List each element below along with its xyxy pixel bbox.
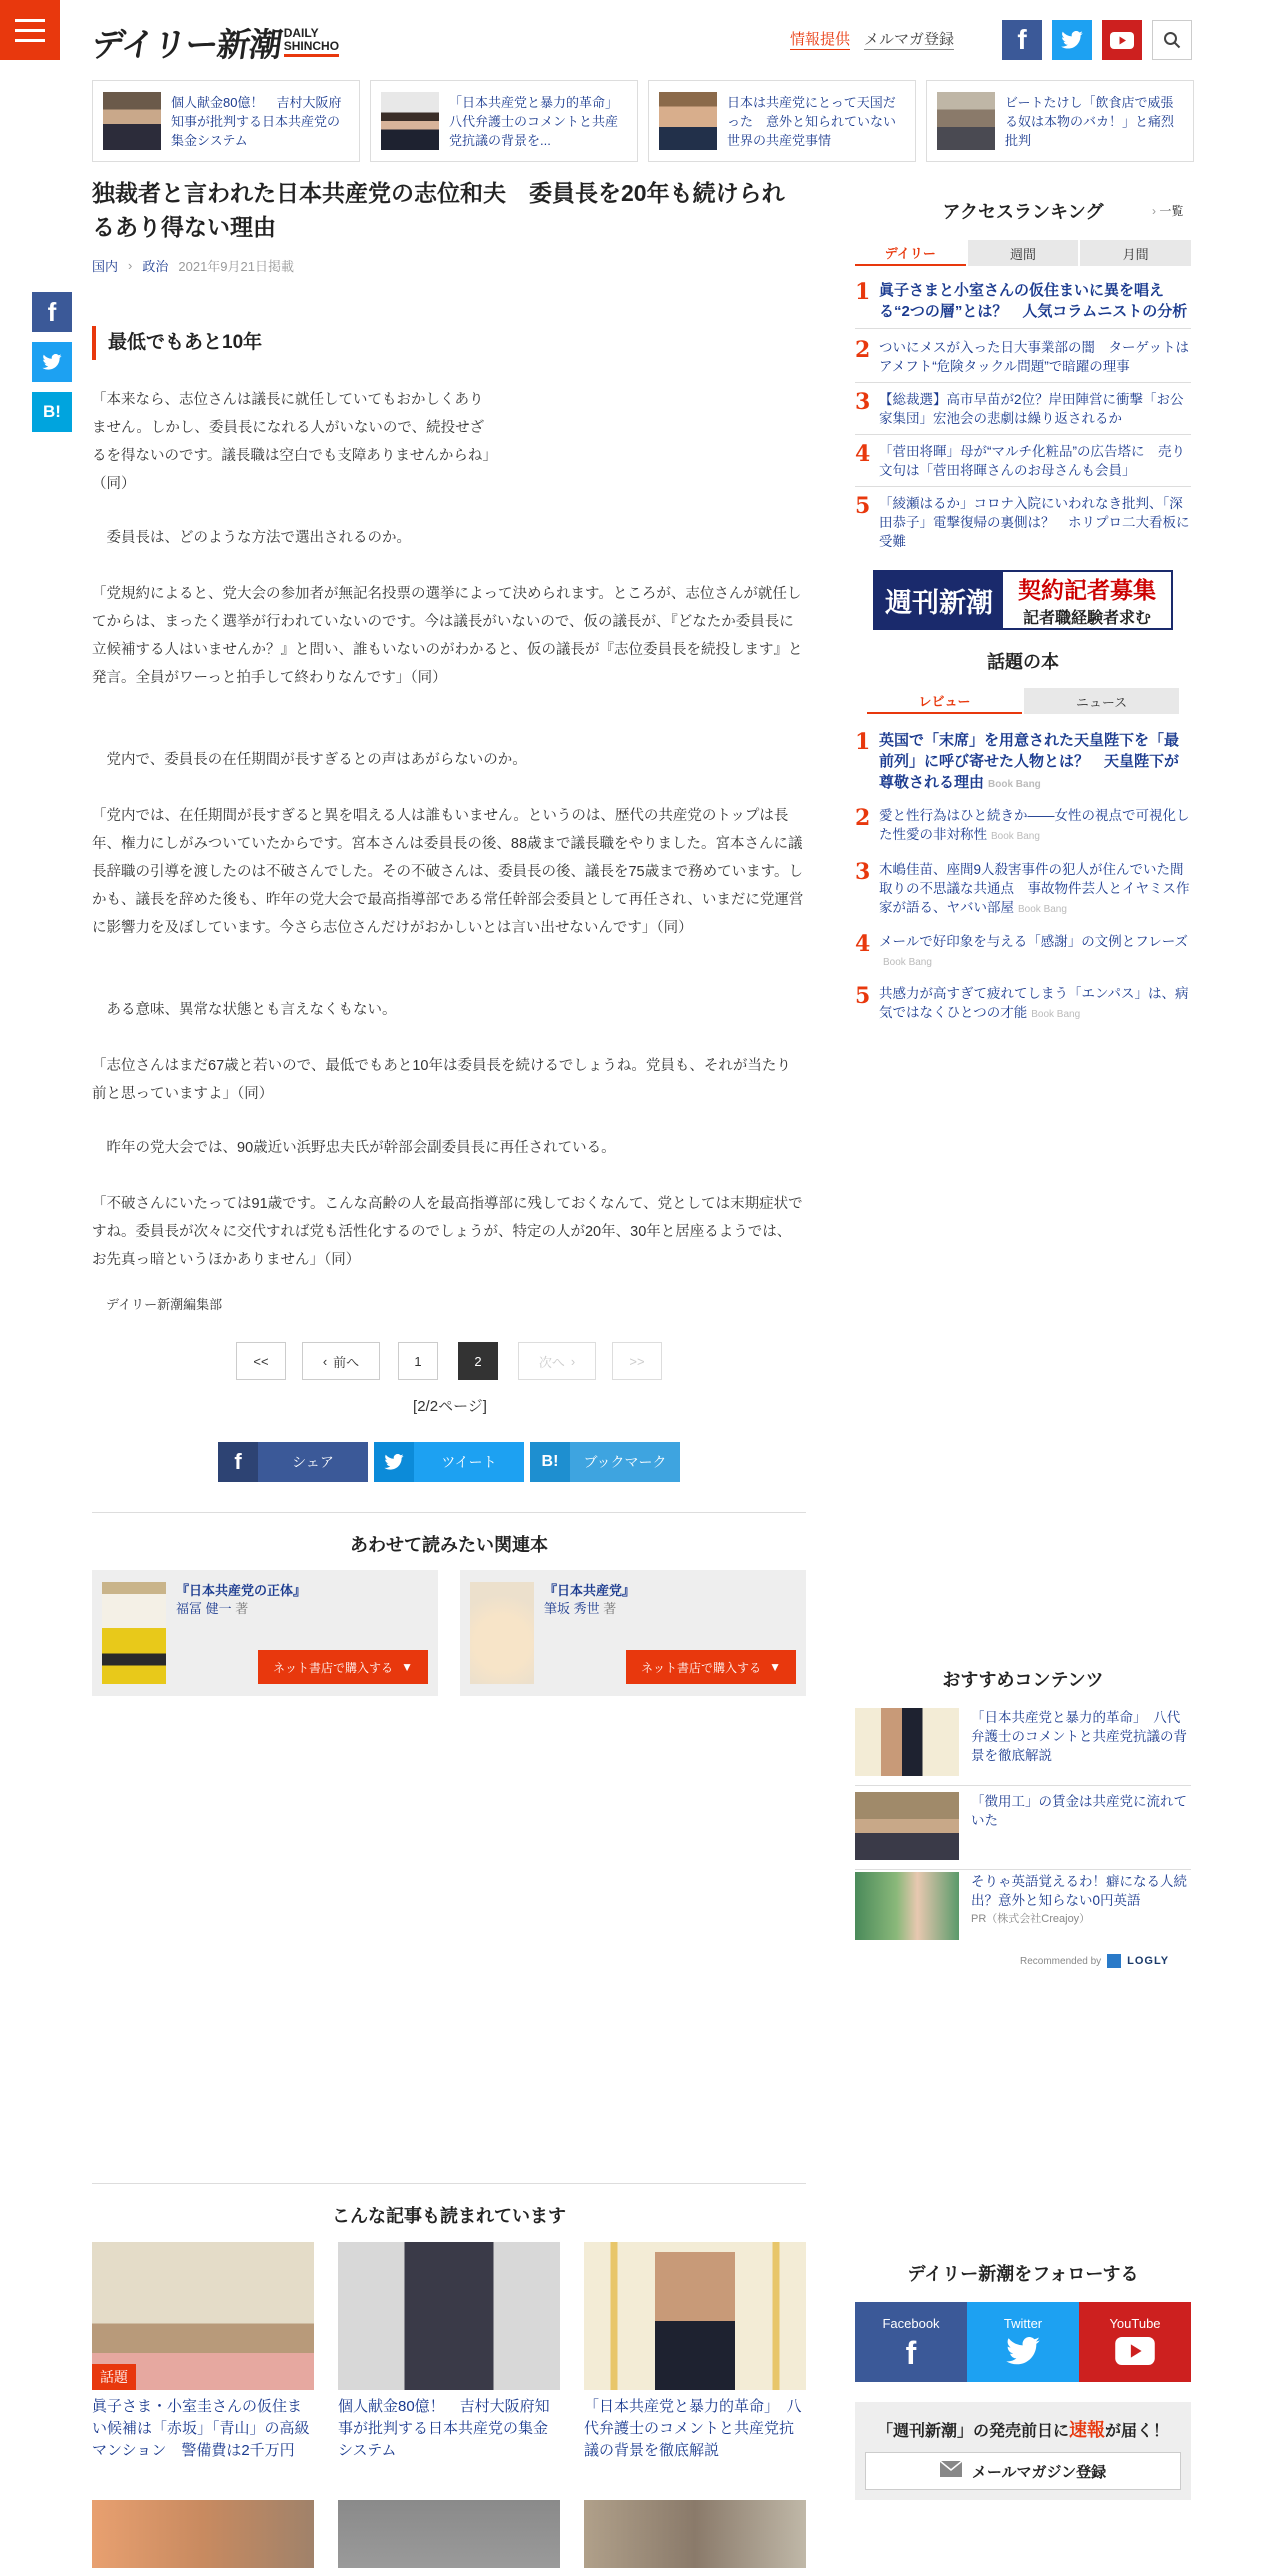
article-paragraph: ある意味、異常な状態とも言えなくもない。 (92, 1002, 397, 1018)
topic-tag: 話題 (92, 2364, 136, 2390)
related-books-title: あわせて読みたい関連本 (92, 1512, 806, 1557)
topic-book-title: メールで好印象を与える「感謝」の文例とフレーズ (879, 934, 1189, 949)
book-cover-image[interactable] (470, 1582, 534, 1684)
banner-sub: 記者職経験者求む (1022, 608, 1151, 627)
chevron-left-icon: ‹ (322, 1353, 328, 1369)
mail-text-post: が届く！ (1105, 2423, 1170, 2440)
search-icon[interactable] (1152, 20, 1192, 60)
rank-number: 5 (855, 983, 871, 1009)
chevron-right-icon: › (570, 1353, 576, 1369)
article-paragraph: 「党規約によると、党大会の参加者が無記名投票の選挙によって決められます。ところが、志位さんが就任してからは、まったく選挙が行われていないのです。今は議長がいないので、仮の議長が、『どなたか委員長に立候補する人はいませんか？』と問い、誰もいないのがわかると、仮の議長が『志位委員長を続投します』と発言。全員がワーっと拍手して終わりなんです」（同） (92, 586, 803, 686)
also-read-title-text: 個人献金80億！ 吉村大阪府知事が批判する日本共産党の集金システム (338, 2398, 550, 2459)
last-page-button[interactable]: >> (612, 1342, 662, 1380)
share-twitter-button[interactable] (374, 1442, 524, 1482)
breadcrumb (92, 256, 294, 275)
ranking-item-title: ついにメスが入った日大事業部の闇 ターゲットはアメフト“危険タックル問題”で暗躍の理事 (879, 340, 1189, 374)
article-title: 独裁者と言われた日本共産党の志位和夫 委員長を20年も続けられるあり得ない理由 (92, 180, 785, 240)
topic-book-item[interactable] (855, 984, 1191, 1030)
ranking-tabs (855, 240, 1191, 266)
tab-daily[interactable]: デイリー (855, 240, 966, 266)
also-read-card[interactable] (338, 2242, 560, 2462)
site-logo[interactable] (88, 22, 340, 64)
also-read-image[interactable] (584, 2500, 806, 2568)
breadcrumb-domestic[interactable]: 国内 (92, 259, 119, 274)
first-page-button[interactable]: << (236, 1342, 286, 1380)
caret-down-icon: ▼ (769, 1660, 781, 1674)
breadcrumb-politics[interactable]: 政治 (142, 259, 169, 274)
ranking-item-title: 「菅田将暉」母が“マルチ化粧品”の広告塔に 売り文句は「菅田将暉さんのお母さんも会員」 (879, 444, 1185, 478)
recruit-banner[interactable] (873, 570, 1173, 630)
article-paragraph: 委員長は、どのような方法で選出されるのか。 (92, 530, 411, 546)
logo-en-1: DAILY (283, 26, 319, 40)
also-read-image[interactable] (92, 2500, 314, 2568)
article-image (338, 2242, 560, 2390)
youtube-icon[interactable] (1102, 20, 1142, 60)
rank-number: 5 (855, 493, 871, 519)
book-bang-source: Book Bang (883, 957, 932, 968)
follow-facebook-button[interactable] (855, 2302, 967, 2382)
buy-label: ネット書店で購入する (273, 1660, 394, 1675)
thumbnail-image (937, 92, 995, 150)
tab-weekly[interactable]: 週間 (968, 240, 1079, 266)
book-title[interactable]: 『日本共産党の正体』 (176, 1583, 307, 1598)
ranking-item[interactable] (855, 280, 1191, 329)
recommended-image (855, 1792, 959, 1860)
book-author-suffix: 著 (235, 1601, 249, 1616)
logly-icon (1107, 1954, 1121, 1968)
publish-date: 2021年9月21日掲載 (178, 259, 294, 274)
article-paragraph: 「党内では、在任期間が長すぎると異を唱える人は誰もいません。というのは、歴代の共産党のトップは長年、権力にしがみついていたからです。宮本さんは委員長の後、88歳まで議長職をやりました。宮本さんに議長辞職の引導を渡したのは不破さんでした。その不破さんは、委員長の後、議長を75歳まで務めています。しかも、議長を辞めた後も、昨年の党大会で最高指導部である常任幹部会委員として再任され、いまだに党運営に影響力を及ぼしています。今さら志位さんだけがおかしいとは言い出せないんです」（同） (92, 808, 804, 936)
recommended-image (855, 1872, 959, 1940)
mailmag-link[interactable]: メルマガ登録 (864, 28, 954, 50)
book-bang-source: Book Bang (988, 779, 1041, 790)
next-page-button[interactable] (518, 1342, 596, 1380)
article-paragraph: 党内で、委員長の在任期間が長すぎるとの声はあがらないのか。 (92, 752, 527, 768)
thumbnail-image (381, 92, 439, 150)
article-image (584, 2242, 806, 2390)
rank-number: 3 (855, 389, 871, 415)
thumbnail-image (103, 92, 161, 150)
recommended-item-title: そりゃ英語覚えるわ！癖になる人続出？意外と知らない0円英語 (971, 1874, 1187, 1908)
prev-label: 前へ (333, 1354, 360, 1370)
ranking-item-title: 【総裁選】高市早苗が2位？岸田陣営に衝撃「お公家集団」宏池会の悲劇は繰り返されるか (879, 392, 1184, 426)
book-bang-source: Book Bang (991, 831, 1040, 842)
facebook-icon: f (218, 1442, 258, 1482)
also-read-card[interactable] (584, 2242, 806, 2462)
topic-book-title: 愛と性行為はひと続きか――女性の視点で可視化した性愛の非対称性 (879, 808, 1190, 842)
follow-twitter-button[interactable] (967, 2302, 1079, 2382)
recommended-by[interactable] (1020, 1954, 1169, 1968)
topic-books-tabs (867, 688, 1179, 714)
top-related-title: 「日本共産党と暴力的革命」 八代弁護士のコメントと共産党抗議の背景を... (449, 94, 625, 148)
topic-book-item[interactable] (855, 806, 1191, 852)
ranking-title: アクセスランキング (942, 202, 1104, 222)
recommended-item-title: 「徴用工」の賃金は共産党に流れていた (971, 1794, 1187, 1828)
side-hatena-icon[interactable]: B! (32, 392, 72, 432)
topic-book-item[interactable] (855, 932, 1191, 978)
twitter-icon[interactable] (1052, 20, 1092, 60)
topic-book-item[interactable] (855, 860, 1191, 925)
top-related-card[interactable] (926, 80, 1194, 162)
also-read-title-text: 「日本共産党と暴力的革命」 八代弁護士のコメントと共産党抗議の背景を徹底解説 (584, 2398, 802, 2459)
recommended-item[interactable] (855, 1708, 1191, 1786)
next-label: 次へ (538, 1354, 565, 1370)
recommended-item[interactable] (855, 1792, 1191, 1870)
rank-number: 4 (855, 931, 871, 957)
logly-brand: LOGLY (1127, 1955, 1170, 1967)
article-paragraph: 「本来なら、志位さんは議長に就任していてもおかしくありません。しかし、委員長になれる人がいないので、続投せざるを得ないのです。議長職は空白でも支障ありませんからね」（同） (92, 392, 490, 492)
page-count: [2/2ページ] (413, 1398, 487, 1415)
mail-signup-text (855, 2416, 1191, 2442)
mail-signup-button[interactable] (865, 2452, 1181, 2490)
book-author-suffix: 著 (603, 1601, 617, 1616)
top-related-title: 個人献金80億！ 吉村大阪府知事が批判する日本共産党の集金システム (171, 94, 342, 148)
facebook-icon: f (905, 2334, 917, 2371)
ranking-more-link[interactable] (1152, 202, 1183, 219)
header-links (790, 28, 954, 50)
article-paragraph: 「志位さんはまだ67歳と若いので、最低でもあと10年は委員長を続けるでしょうね。党員も、それが当たり前と思っていますよ」（同） (92, 1058, 791, 1102)
book-author-name: 福冨 健一 (176, 1601, 232, 1616)
side-facebook-icon[interactable]: f (32, 292, 72, 332)
pr-label: PR（株式会社Creajoy） (971, 1913, 1091, 1925)
also-read-card[interactable] (92, 2242, 314, 2462)
buy-button[interactable] (258, 1650, 428, 1684)
rank-number: 1 (855, 729, 871, 755)
share-hatena-button[interactable] (530, 1442, 680, 1482)
thumbnail-image (659, 92, 717, 150)
book-author (544, 1598, 616, 1617)
mail-text-red: 速報 (1069, 2420, 1105, 2440)
share-facebook-button[interactable] (218, 1442, 368, 1482)
menu-button[interactable] (0, 0, 60, 60)
tab-monthly[interactable]: 月間 (1080, 240, 1191, 266)
caret-down-icon: ▼ (401, 1660, 413, 1674)
twitter-icon (1006, 2337, 1040, 2368)
also-read-image[interactable] (338, 2500, 560, 2568)
rank-number: 2 (855, 805, 871, 831)
topic-book-title: 英国で「末席」を用意された天皇陛下を「最前列」に呼び寄せた人物とは？ 天皇陛下が尊敬される理由 (879, 732, 1180, 791)
rank-number: 2 (855, 337, 871, 363)
twitter-icon (374, 1442, 414, 1482)
follow-youtube-label: YouTube (1109, 2316, 1161, 2331)
chevron-right-icon: › (1152, 204, 1160, 218)
book-author-name: 筆坂 秀世 (544, 1601, 600, 1616)
article-image (92, 2242, 314, 2390)
recommended-image (855, 1708, 959, 1776)
ranking-item-title: 眞子さまと小室さんの仮住まいに異を唱える“2つの層”とは？ 人気コラムニストの分析 (879, 282, 1188, 320)
ranking-item[interactable] (855, 390, 1191, 435)
top-related-title: 日本は共産党にとって天国だった 意外と知られていない世界の共産党事情 (727, 94, 897, 148)
ranking-item[interactable] (855, 442, 1191, 487)
top-related-card[interactable] (648, 80, 916, 162)
recommended-by-label: Recommended by (1020, 1955, 1102, 1967)
article-paragraph: 「不破さんにいたっては91歳です。こんな高齢の人を最高指導部に残しておくなんて、党としては末期症状ですね。委員長が次々に交代すれば党も活性化するのでしょうが、特定の人が20年、30年と居座るようでは、お先真っ暗というほかありません」（同） (92, 1196, 803, 1268)
banner-magazine-name: 週刊新潮 (885, 587, 993, 619)
rank-number: 3 (855, 859, 871, 885)
mail-text-pre: 「週刊新潮」の発売前日に (876, 2423, 1069, 2440)
book-card (460, 1570, 806, 1696)
envelope-icon (940, 2461, 962, 2481)
topic-book-item[interactable] (855, 730, 1191, 801)
share-twitter-label: ツイート (441, 1454, 497, 1470)
buy-button[interactable] (626, 1650, 796, 1684)
ranking-item[interactable] (855, 338, 1191, 383)
rank-number: 1 (855, 279, 871, 305)
section-heading: 最低でもあと10年 (92, 326, 262, 360)
ranking-item-title: 「綾瀬はるか」コロナ入院にいわれなき批判、「深田恭子」電撃復帰の裏側は？ ホリプロ二大看板に受難 (879, 496, 1190, 549)
chevron-right-icon: › (128, 258, 133, 273)
hatena-icon: B! (530, 1442, 570, 1482)
book-card (92, 1570, 438, 1696)
ranking-more-label: 一覧 (1159, 204, 1184, 218)
share-facebook-label: シェア (292, 1454, 334, 1470)
share-hatena-label: ブックマーク (583, 1454, 667, 1470)
recommended-item-title: 「日本共産党と暴力的革命」 八代弁護士のコメントと共産党抗議の背景を徹底解説 (971, 1710, 1187, 1763)
ranking-item[interactable] (855, 494, 1191, 557)
page-1-button[interactable]: 1 (398, 1342, 438, 1380)
mail-signup-label: メールマガジン登録 (971, 2463, 1107, 2481)
follow-youtube-button[interactable] (1079, 2302, 1191, 2382)
logo-jp: デイリー新潮 (88, 24, 285, 64)
logo-en-2: SHINCHO (283, 39, 340, 53)
follow-facebook-label: Facebook (882, 2315, 940, 2331)
book-bang-source: Book Bang (1018, 904, 1067, 915)
youtube-icon (1115, 2337, 1155, 2368)
follow-twitter-label: Twitter (1003, 2316, 1043, 2331)
recommended-item[interactable] (855, 1872, 1191, 1950)
top-related-card[interactable] (92, 80, 360, 162)
follow-title: デイリー新潮をフォローする (907, 2264, 1139, 2284)
info-link[interactable]: 情報提供 (790, 28, 850, 50)
tab-review[interactable]: レビュー (867, 688, 1022, 714)
editor-credit: デイリー新潮編集部 (106, 1297, 223, 1312)
recommended-title: おすすめコンテンツ (942, 1670, 1104, 1690)
mail-signup-box (855, 2402, 1191, 2500)
prev-page-button[interactable] (302, 1342, 380, 1380)
side-twitter-icon[interactable] (32, 342, 72, 382)
buy-label: ネット書店で購入する (641, 1660, 762, 1675)
topic-book-title: 木嶋佳苗、座間9人殺害事件の犯人が住んでいた間取りの不思議な共通点 事故物件芸人とイヤミス作家が語る、ヤバい部屋 (879, 862, 1190, 915)
banner-text (1003, 572, 1171, 628)
book-bang-source: Book Bang (1031, 1009, 1081, 1020)
facebook-icon[interactable]: f (1002, 20, 1042, 60)
article-paragraph: 昨年の党大会では、90歳近い浜野忠夫氏が幹部会副委員長に再任されている。 (92, 1140, 616, 1156)
page-2-button[interactable]: 2 (458, 1342, 498, 1380)
also-read-title-text: 眞子さま・小室圭さんの仮住まい候補は「赤坂」「青山」の高級マンション 警備費は2千万円 (92, 2398, 310, 2459)
rank-number: 4 (855, 441, 871, 467)
tab-news[interactable]: ニュース (1024, 688, 1179, 714)
topic-books-title: 話題の本 (987, 652, 1059, 672)
book-title[interactable]: 『日本共産党』 (544, 1583, 636, 1598)
book-author (176, 1598, 248, 1617)
topic-book-title: 共感力が高すぎて疲れてしまう「エンパス」は、病気ではなくひとつの才能 (879, 986, 1189, 1020)
top-related-card[interactable] (370, 80, 638, 162)
logo-en (284, 27, 339, 57)
book-cover-image[interactable] (102, 1582, 166, 1684)
top-related-title: ビートたけし「飲食店で威張る奴は本物のバカ！」と痛烈批判 (1005, 94, 1175, 148)
also-read-title: こんな記事も読まれています (92, 2183, 806, 2228)
banner-heading: 契約記者募集 (1018, 577, 1156, 604)
